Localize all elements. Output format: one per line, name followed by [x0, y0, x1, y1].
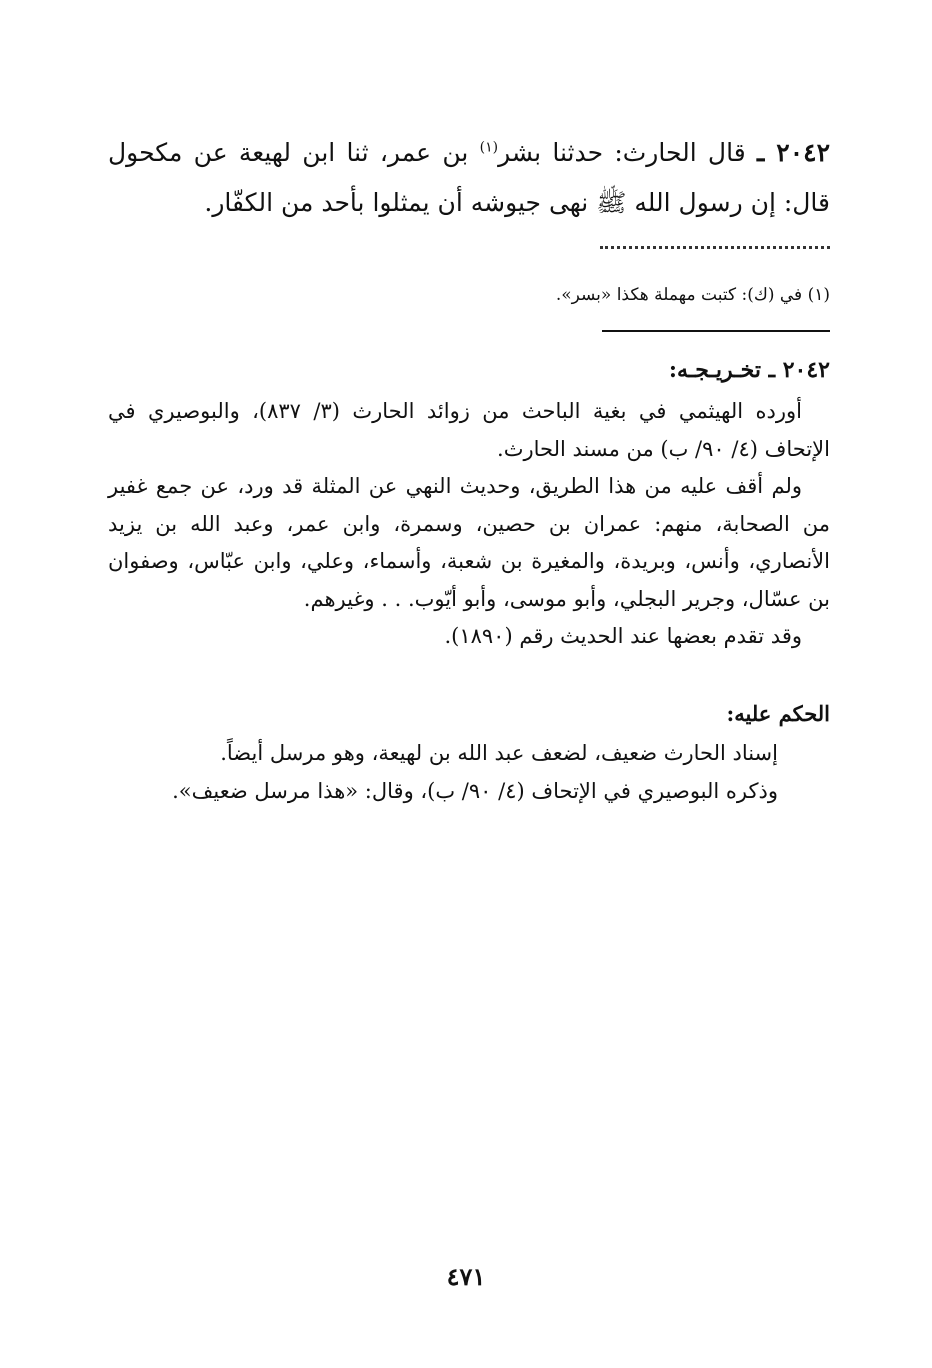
- takhrij-heading-label: تخـريـجـه:: [668, 357, 761, 383]
- footnote: (١) في (ك): كتبت مهملة هكذا «بسر».: [555, 285, 830, 305]
- takhrij-paragraph: أورده الهيثمي في بغية الباحث من زوائد الحارث (٣/ ٨٣٧)، والبوصيري في الإتحاف (٤/ ٩٠/ ب) من مسند الحارث.: [108, 399, 830, 461]
- hadith-text-end: بن عمر، ثنا ابن لهيعة عن مكحول قال: إن رسول الله ﷺ نهى جيوشه أن يمثلوا بأحد من الكفّار.: [108, 138, 830, 217]
- hadith-number: ٢٠٤٢ ـ: [756, 138, 830, 167]
- takhrij-paragraph: ولم أقف عليه من هذا الطريق، وحديث النهي عن المثلة قد ورد، عن جمع غفير من الصحابة، منهم: عمران بن حصين، وسمرة، وابن عمر، وعبد الله بن يزيد الأنصاري، وأنس، وبريدة، والمغيرة بن شعبة، وأسماء، وعلي، وابن عبّاس، وصفوان بن عسّال، وجرير البجلي، وأبو موسى، وأبو أيّوب. . . وغيرهم.: [108, 474, 830, 611]
- takhrij-body: [108, 393, 830, 656]
- ruling-paragraph: وذكره البوصيري في الإتحاف (٤/ ٩٠/ ب)، وقال: «هذا مرسل ضعيف».: [172, 779, 778, 803]
- takhrij-heading: [108, 352, 830, 388]
- hadith-text: [108, 128, 830, 228]
- footnote-marker[interactable]: (١): [479, 139, 499, 156]
- ruling-paragraph: إسناد الحارث ضعيف، لضعف عبد الله بن لهيعة، وهو مرسل أيضاً.: [220, 741, 778, 765]
- section-divider: [602, 330, 830, 332]
- takhrij-paragraph: وقد تقدم بعضها عند الحديث رقم (١٨٩٠).: [444, 624, 802, 648]
- dotted-separator: [600, 246, 830, 253]
- hadith-text-start: قال الحارث: حدثنا بشر: [498, 138, 746, 167]
- ruling-body: [108, 734, 830, 810]
- ruling-heading: الحكم عليه:: [726, 701, 830, 726]
- takhrij-heading-number: ٢٠٤٢ ـ: [768, 357, 830, 383]
- page-number: ٤٧١: [446, 1262, 486, 1291]
